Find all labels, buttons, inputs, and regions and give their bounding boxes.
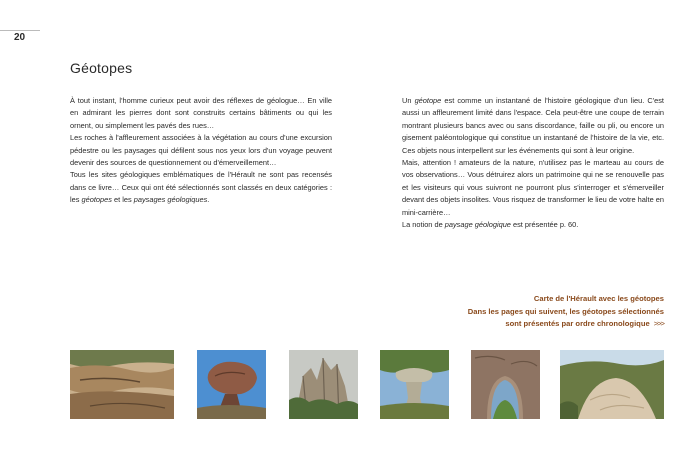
rock-arch-photo bbox=[471, 350, 540, 419]
navigation-links bbox=[468, 293, 664, 331]
mushroom-rock-photo bbox=[380, 350, 449, 419]
term-paysages: paysages géologiques bbox=[133, 195, 208, 205]
photo-geotope-6[interactable] bbox=[560, 350, 664, 419]
balanced-rock-photo bbox=[197, 350, 266, 419]
photo-geotope-1[interactable] bbox=[70, 350, 174, 419]
left-column bbox=[70, 95, 332, 207]
page-number: 20 bbox=[0, 30, 40, 43]
left-paragraph-2: Les roches à l'affleurement associées à la végétation au cours d'une excursion pédestre ou les paysages qui défilent sous nos yeux lors d'un voyage peuvent devenir des sources de questionnement ou d'émerveillement… bbox=[70, 133, 332, 168]
photo-geotope-2[interactable] bbox=[197, 350, 266, 419]
rock-outcrop-photo bbox=[70, 350, 174, 419]
photo-geotope-5[interactable] bbox=[471, 350, 540, 419]
pages-link-line2[interactable]: sont présentés par ordre chronologique >>> bbox=[505, 319, 664, 329]
left-paragraph-3: Tous les sites géologiques emblématiques de l'Hérault ne sont pas recensés dans ce livre… Ceux qui ont été sélectionnés sont classés en deux catégories : les géotopes et les paysages géologiques. bbox=[70, 170, 332, 205]
pages-link-line1[interactable]: Dans les pages qui suivent, les géotopes sélectionnés bbox=[467, 306, 664, 316]
right-paragraph-2: Mais, attention ! amateurs de la nature, n'utilisez pas le marteau au cours de vos observations… Vous détruirez alors un patrimoine qui ne se renouvelle pas et les visiteurs qui vous suivront ne pourront plus s'interroger et s'émerveiller devant des objets insolites. Vous risquez de transformer le lieu de votre halte en mini-carrière… bbox=[402, 158, 664, 217]
page-title: Géotopes bbox=[70, 60, 133, 76]
rock-pillars-photo bbox=[289, 350, 358, 419]
term-geotopes: géotopes bbox=[81, 195, 112, 205]
right-paragraph-3: La notion de paysage géologique est présentée p. 60. bbox=[402, 220, 579, 230]
right-column bbox=[402, 95, 664, 231]
map-link[interactable]: Carte de l'Hérault avec les géotopes bbox=[533, 294, 664, 303]
hillside-landscape-photo bbox=[560, 350, 664, 419]
chevron-right-icon: >>> bbox=[653, 319, 664, 329]
photo-geotope-3[interactable] bbox=[289, 350, 358, 419]
photo-geotope-4[interactable] bbox=[380, 350, 449, 419]
left-paragraph-1: À tout instant, l'homme curieux peut avoir des réflexes de géologue… En ville en admirant les pierres dont sont construits certains bâtiments ou qui les ornent, ou simplement les pavés des rues… bbox=[70, 96, 332, 130]
right-paragraph-1: Un géotope est comme un instantané de l'histoire géologique d'un lieu. C'est aussi un affleurement limité dans l'espace. Cela peut-être une coupe de terrain montrant plusieurs bancs avec ou sans discordance, faille ou pli, ou encore un gisement paléontologique qui constitue un instantané de l'histoire de la vie, etc. Ces objets nous interpellent sur les événements qui sont à leur origine. bbox=[402, 96, 664, 155]
term-paysage-geologique: paysage géologique bbox=[444, 220, 511, 230]
term-geotope: géotope bbox=[414, 96, 442, 105]
